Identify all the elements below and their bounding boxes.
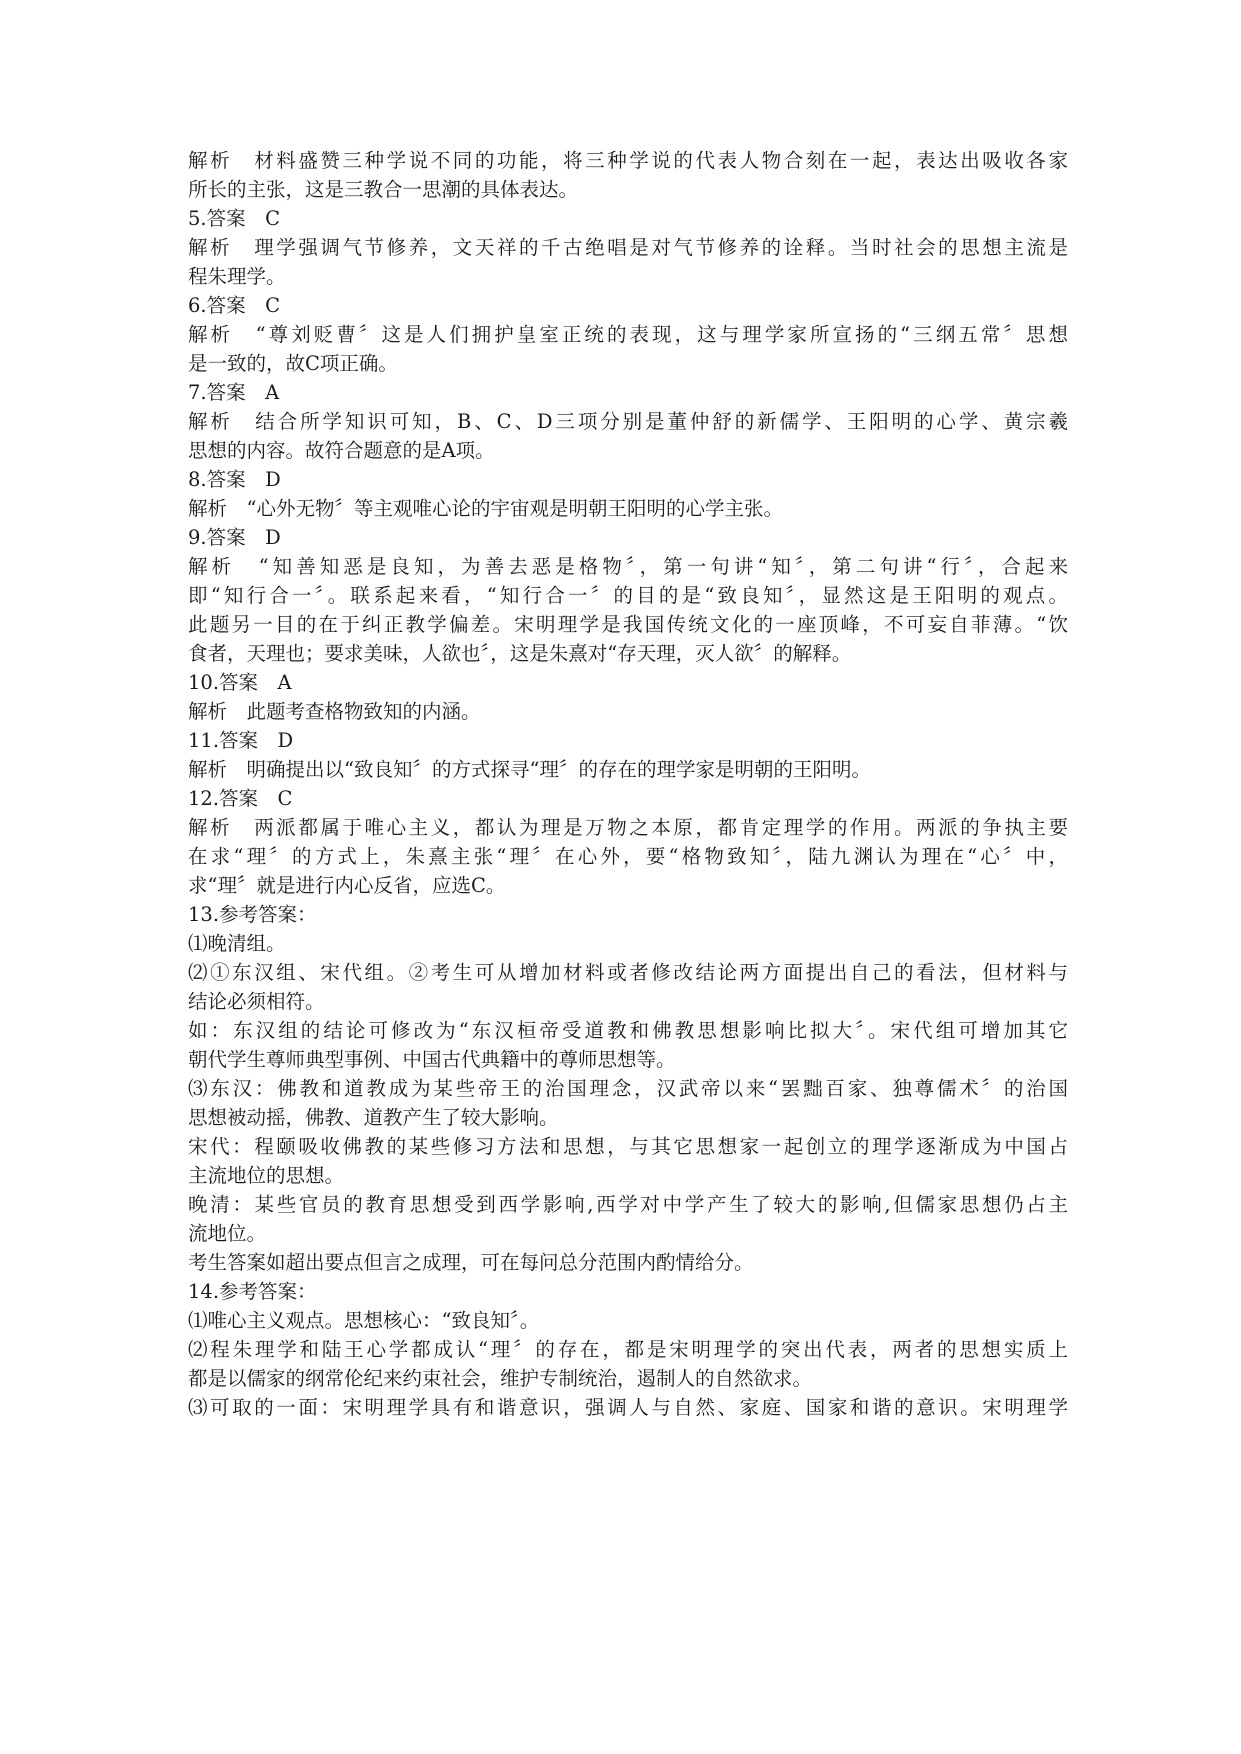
- text-line: 思想的内容。故符合题意的是A项。: [188, 439, 495, 462]
- text-line: 朝代学生尊师典型事例、中国古代典籍中的尊师思想等。: [188, 1048, 676, 1071]
- text-line: 程朱理学。: [188, 265, 286, 288]
- text-line: 即“知行合一〞。联系起来看，“知行合一〞的目的是“致良知〞，显然这是王阳明的观点。: [188, 584, 1068, 607]
- text-line: 在求“理〞的方式上，朱熹主张“理〞在心外，要“格物致知〞，陆九渊认为理在“心〞中，: [188, 845, 1068, 868]
- text-line: 解析 此题考查格物致知的内涵。: [188, 700, 481, 723]
- answer-heading: 10.答案 A: [188, 671, 292, 694]
- answer-heading: 11.答案 D: [188, 729, 294, 752]
- text-line: 思想被动摇，佛教、道教产生了较大影响。: [188, 1106, 559, 1129]
- answer-heading: 9.答案 D: [188, 526, 281, 549]
- text-line: 所长的主张，这是三教合一思潮的具体表达。: [188, 178, 579, 201]
- text-line: ⑵程朱理学和陆王心学都成认“理〞的存在，都是宋明理学的突出代表，两者的思想实质上: [188, 1338, 1068, 1361]
- text-line: 解析 理学强调气节修养，文天祥的千古绝唱是对气节修养的诠释。当时社会的思想主流是: [188, 236, 1068, 259]
- text-line: ⑵①东汉组、宋代组。②考生可从增加材料或者修改结论两方面提出自己的看法，但材料与: [188, 961, 1068, 984]
- answer-heading: 5.答案 C: [188, 207, 281, 230]
- text-line: 解析 “知善知恶是良知，为善去恶是格物〞，第一句讲“知〞，第二句讲“行〞，合起来: [188, 555, 1068, 578]
- document-body: [188, 146, 1068, 1422]
- answer-heading: 6.答案 C: [188, 294, 281, 317]
- answer-heading: 7.答案 A: [188, 381, 280, 404]
- text-line: 解析 “尊刘贬曹〞这是人们拥护皇室正统的表现，这与理学家所宣扬的“三纲五常〞思想: [188, 323, 1068, 346]
- text-line: 如：东汉组的结论可修改为“东汉桓帝受道教和佛教思想影响比拟大〞。宋代组可增加其它: [188, 1019, 1068, 1042]
- answer-heading: 12.答案 C: [188, 787, 293, 810]
- text-line: ⑶可取的一面：宋明理学具有和谐意识，强调人与自然、家庭、国家和谐的意识。宋明理学: [188, 1396, 1068, 1419]
- text-line: 宋代：程颐吸收佛教的某些修习方法和思想，与其它思想家一起创立的理学逐渐成为中国占: [188, 1135, 1068, 1158]
- text-line: 主流地位的思想。: [188, 1164, 345, 1187]
- text-line: 解析 材料盛赞三种学说不同的功能，将三种学说的代表人物合刻在一起，表达出吸收各家: [188, 149, 1068, 172]
- text-line: 解析 明确提出以“致良知〞的方式探寻“理〞的存在的理学家是明朝的王阳明。: [188, 758, 871, 781]
- text-line: 解析 “心外无物〞等主观唯心论的宇宙观是明朝王阳明的心学主张。: [188, 497, 783, 520]
- text-line: 结论必须相符。: [188, 990, 325, 1013]
- text-line: 是一致的，故C项正确。: [188, 352, 398, 375]
- text-line: 考生答案如超出要点但言之成理，可在每问总分范围内酌情给分。: [188, 1251, 754, 1274]
- answer-heading: 8.答案 D: [188, 468, 281, 491]
- text-line: ⑴唯心主义观点。思想核心：“致良知〞。: [188, 1309, 540, 1332]
- text-line: 晚清：某些官员的教育思想受到西学影响,西学对中学产生了较大的影响,但儒家思想仍占主: [188, 1193, 1068, 1216]
- text-line: 流地位。: [188, 1222, 267, 1245]
- text-line: 此题另一目的在于纠正教学偏差。宋明理学是我国传统文化的一座顶峰，不可妄自菲薄。“饮: [188, 613, 1068, 636]
- text-line: 食者，天理也；要求美味，人欲也〞，这是朱熹对“存天理，灭人欲〞的解释。: [188, 642, 852, 665]
- text-line: 解析 结合所学知识可知，B、C、D三项分别是董仲舒的新儒学、王阳明的心学、黄宗羲: [188, 410, 1068, 433]
- text-line: ⑶东汉：佛教和道教成为某些帝王的治国理念，汉武帝以来“罢黜百家、独尊儒术〞的治国: [188, 1077, 1068, 1100]
- text-line: 解析 两派都属于唯心主义，都认为理是万物之本原，都肯定理学的作用。两派的争执主要: [188, 816, 1068, 839]
- text-line: ⑴晚清组。: [188, 932, 286, 955]
- answer-heading: 14.参考答案：: [188, 1280, 317, 1303]
- text-line: 求“理〞就是进行内心反省，应选C。: [188, 874, 506, 897]
- answer-heading: 13.参考答案：: [188, 903, 317, 926]
- text-line: 都是以儒家的纲常伦纪来约束社会，维护专制统治，遏制人的自然欲求。: [188, 1367, 813, 1390]
